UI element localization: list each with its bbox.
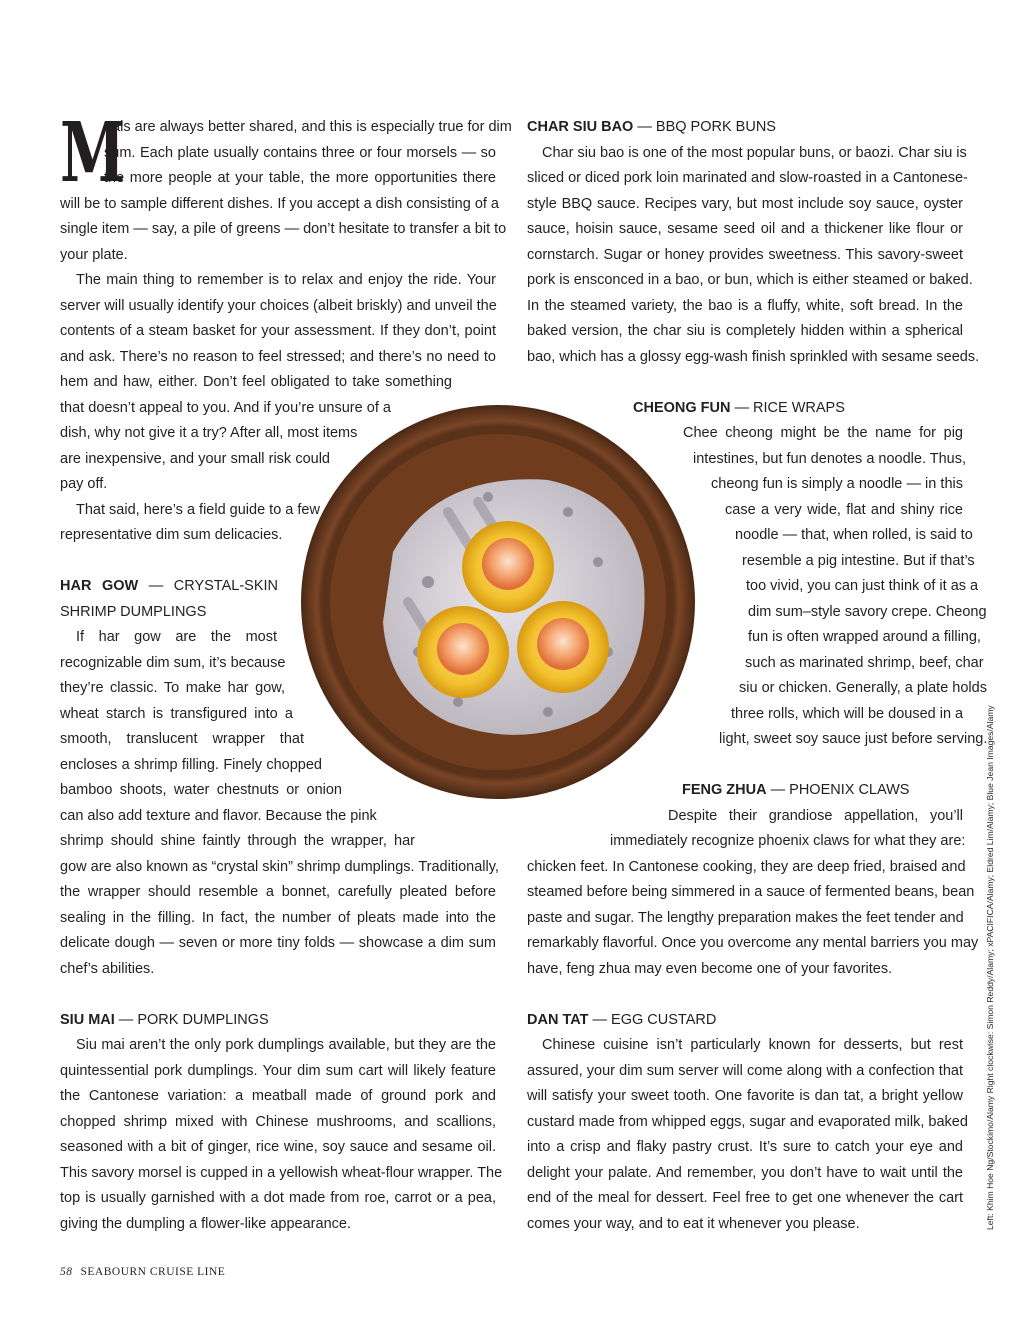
har-gow-line: wheat starch is transfigured into a	[60, 706, 293, 722]
char-siu-bao-line: style BBQ sauce. Recipes vary, but most include soy sauce, oyster	[527, 196, 963, 212]
cheong-fun-line: Chee cheong might be the name for pig	[683, 425, 963, 441]
feng-zhua-line: remarkably flavorful. Once you overcome any mental barriers you may	[527, 935, 979, 951]
char-siu-bao-line: sliced or diced pork loin marinated and slow-roasted in a Cantonese-	[527, 170, 968, 186]
page-number: 58	[60, 1266, 73, 1278]
siu-mai-line: top is usually garnished with a dot made from roe, carrot or a pea,	[60, 1190, 496, 1206]
intro-line: hem and haw, either. Don’t feel obligated to take something	[60, 374, 452, 390]
siu-mai-dumpling-3	[517, 601, 609, 693]
intro-line: server will usually identify your choices (albeit briskly) and unveil the	[60, 298, 497, 314]
char-siu-bao-line: cornstarch. Sugar or honey provides sweetness. This savory-sweet	[527, 247, 963, 263]
intro-line: single item — say, a pile of greens — don’t hesitate to transfer a bit to	[60, 221, 507, 237]
cheong-fun-subtitle: — RICE WRAPS	[730, 400, 845, 416]
intro-line: That said, here’s a field guide to a few	[76, 502, 320, 518]
intro-line: and ask. There’s no reason to feel stressed; and there’s no need to	[60, 349, 496, 365]
har-gow-line: they’re classic. To make har gow,	[60, 680, 285, 696]
publication-name: SEABOURN CRUISE LINE	[80, 1266, 226, 1278]
char-siu-bao-line: baked version, the char siu is completely hidden within a spherical	[527, 323, 963, 339]
intro-line: will be to sample different dishes. If you accept a dish consisting of a	[60, 196, 500, 212]
har-gow-line: sealing in the filling. In fact, the number of pleats made into the	[60, 910, 496, 926]
char-siu-bao-heading	[527, 115, 776, 141]
dan-tat-line: custard made from whipped eggs, sugar and evaporated milk, baked	[527, 1114, 968, 1130]
dan-tat-heading	[527, 1008, 716, 1034]
drop-cap: M	[60, 105, 126, 201]
siu-mai-heading	[60, 1008, 269, 1034]
cheong-fun-line: fun is often wrapped around a filling,	[748, 629, 981, 645]
intro-line: the more people at your table, the more opportunities there	[104, 170, 496, 186]
siu-mai-line: chopped shrimp mixed with Chinese mushrooms, and scallions,	[60, 1114, 496, 1130]
feng-zhua-line: paste and sugar. The lengthy preparation makes the feet tender and	[527, 910, 964, 926]
intro-line: your plate.	[60, 247, 128, 263]
intro-line: pay off.	[60, 476, 108, 492]
dan-tat-line: into a crisp and flaky pastry crust. It’s sure to catch your eye and	[527, 1139, 963, 1155]
har-gow-line: If har gow are the most	[76, 629, 277, 645]
siu-mai-subtitle: — PORK DUMPLINGS	[114, 1012, 269, 1028]
intro-line: dish, why not give it a try? After all, most items	[60, 425, 358, 441]
har-gow-line: chef’s abilities.	[60, 961, 155, 977]
feng-zhua-line: chicken feet. In Cantonese cooking, they are deep fried, braised and	[527, 859, 966, 875]
siu-mai-line: This savory morsel is cupped in a yellowish wheat-flour wrapper. The	[60, 1165, 503, 1181]
intro-line: eals are always better shared, and this is especially true for dim	[104, 119, 512, 135]
har-gow-line: gow are also known as “crystal skin” shrimp dumplings. Traditionally,	[60, 859, 499, 875]
har-gow-subtitle: — CRYSTAL-SKIN	[138, 578, 278, 594]
siu-mai-line: Siu mai aren’t the only pork dumplings available, but they are the	[76, 1037, 496, 1053]
dan-tat-line: will satisfy your sweet tooth. One favorite is dan tat, a bright yellow	[527, 1088, 963, 1104]
cheong-fun-line: three rolls, which will be doused in a	[731, 706, 964, 722]
har-gow-line: the wrapper should resemble a bonnet, carefully pleated before	[60, 884, 496, 900]
siu-mai-dumpling-2	[417, 606, 509, 698]
dan-tat-line: Chinese cuisine isn’t particularly known for desserts, but rest	[542, 1037, 963, 1053]
feng-zhua-line: steamed before being simmered in a sauce of fermented beans, bean	[527, 884, 975, 900]
har-gow-line: encloses a shrimp filling. Finely chopped	[60, 757, 322, 773]
har-gow-line: recognizable dim sum, it’s because	[60, 655, 286, 671]
dan-tat-line: assured, your dim sum server will come along with a confection that	[527, 1063, 963, 1079]
feng-zhua-heading	[682, 778, 909, 804]
page-footer	[60, 1266, 225, 1278]
intro-line: The main thing to remember is to relax and enjoy the ride. Your	[76, 272, 496, 288]
siu-mai-dumpling-1	[462, 521, 554, 613]
siu-mai-line: seasoned with a bit of ginger, rice wine, soy sauce and sesame oil.	[60, 1139, 496, 1155]
char-siu-bao-line: Char siu bao is one of the most popular buns, or baozi. Char siu is	[542, 145, 967, 161]
cheong-fun-title: CHEONG FUN	[633, 400, 731, 416]
siu-mai-line: the Cantonese variation: a meatball made of ground pork and	[60, 1088, 496, 1104]
har-gow-line: shrimp should shine faintly through the wrapper, har	[60, 833, 415, 849]
cheong-fun-line: case a very wide, flat and shiny rice	[725, 502, 963, 518]
cheong-fun-line: resemble a pig intestine. But if that’s	[742, 553, 975, 569]
feng-zhua-subtitle: — PHOENIX CLAWS	[766, 782, 910, 798]
cheong-fun-line: intestines, but fun denotes a noodle. Thus,	[693, 451, 967, 467]
intro-line: sum. Each plate usually contains three or four morsels — so	[104, 145, 496, 161]
cheong-fun-line: such as marinated shrimp, beef, char	[745, 655, 984, 671]
siu-mai-line: giving the dumpling a flower-like appearance.	[60, 1216, 351, 1232]
har-gow-line: bamboo shoots, water chestnuts or onion	[60, 782, 342, 798]
intro-line: that doesn’t appeal to you. And if you’re unsure of a	[60, 400, 391, 416]
char-siu-bao-line: In the steamed variety, the bao is a fluffy, white, soft bread. In the	[527, 298, 963, 314]
dim-sum-steamer-photo	[298, 402, 698, 802]
char-siu-bao-line: sauce, hoisin sauce, sesame seed oil and a thickener like flour or	[527, 221, 963, 237]
har-gow-line: can also add texture and flavor. Because the pink	[60, 808, 377, 824]
char-siu-bao-subtitle: — BBQ PORK BUNS	[633, 119, 776, 135]
feng-zhua-line: immediately recognize phoenix claws for what they are:	[610, 833, 966, 849]
cheong-fun-line: too vivid, you can just think of it as a	[746, 578, 979, 594]
har-gow-title: HAR GOW	[60, 578, 139, 594]
char-siu-bao-line: bao, which has a glossy egg-wash finish sprinkled with sesame seeds.	[527, 349, 980, 365]
intro-line: representative dim sum delicacies.	[60, 527, 283, 543]
siu-mai-line: quintessential pork dumplings. Your dim sum cart will likely feature	[60, 1063, 496, 1079]
dan-tat-subtitle: — EGG CUSTARD	[588, 1012, 717, 1028]
cheong-fun-line: dim sum–style savory crepe. Cheong	[748, 604, 987, 620]
cheong-fun-line: light, sweet soy sauce just before serving.	[719, 731, 988, 747]
dan-tat-line: delight your palate. And remember, you don’t have to wait until the	[527, 1165, 963, 1181]
cheong-fun-line: siu or chicken. Generally, a plate holds	[739, 680, 987, 696]
dan-tat-line: comes your way, and to eat it whenever you please.	[527, 1216, 860, 1232]
har-gow-heading	[60, 574, 278, 600]
har-gow-line: delicate dough — seven or more tiny folds — showcase a dim sum	[60, 935, 496, 951]
siu-mai-title: SIU MAI	[60, 1012, 115, 1028]
char-siu-bao-line: pork is ensconced in a bao, or bun, which is either steamed or baked.	[527, 272, 973, 288]
feng-zhua-line: have, feng zhua may even become one of your favorites.	[527, 961, 893, 977]
feng-zhua-line: Despite their grandiose appellation, you’ll	[668, 808, 963, 824]
cheong-fun-line: cheong fun is simply a noodle — in this	[711, 476, 963, 492]
cheong-fun-line: noodle — that, when rolled, is said to	[735, 527, 973, 543]
har-gow-line: smooth, translucent wrapper that	[60, 731, 304, 747]
char-siu-bao-title: CHAR SIU BAO	[527, 119, 634, 135]
intro-line: are inexpensive, and your small risk could	[60, 451, 330, 467]
har-gow-subtitle-2: SHRIMP DUMPLINGS	[60, 604, 207, 620]
dan-tat-title: DAN TAT	[527, 1012, 589, 1028]
feng-zhua-title: FENG ZHUA	[682, 782, 767, 798]
photo-credit: Left: Khim Hoe Ng/Stockimo/Alamy Right clockwise: Simon Reddy/Alamy; xPACIFICA/Alamy; Eldred Lim/Alamy; Blue Jean Images/Alamy	[985, 705, 995, 1230]
intro-line: contents of a steam basket for your assessment. If they don’t, point	[60, 323, 496, 339]
dan-tat-line: end of the meal for dessert. Feel free to get one whenever the cart	[527, 1190, 963, 1206]
